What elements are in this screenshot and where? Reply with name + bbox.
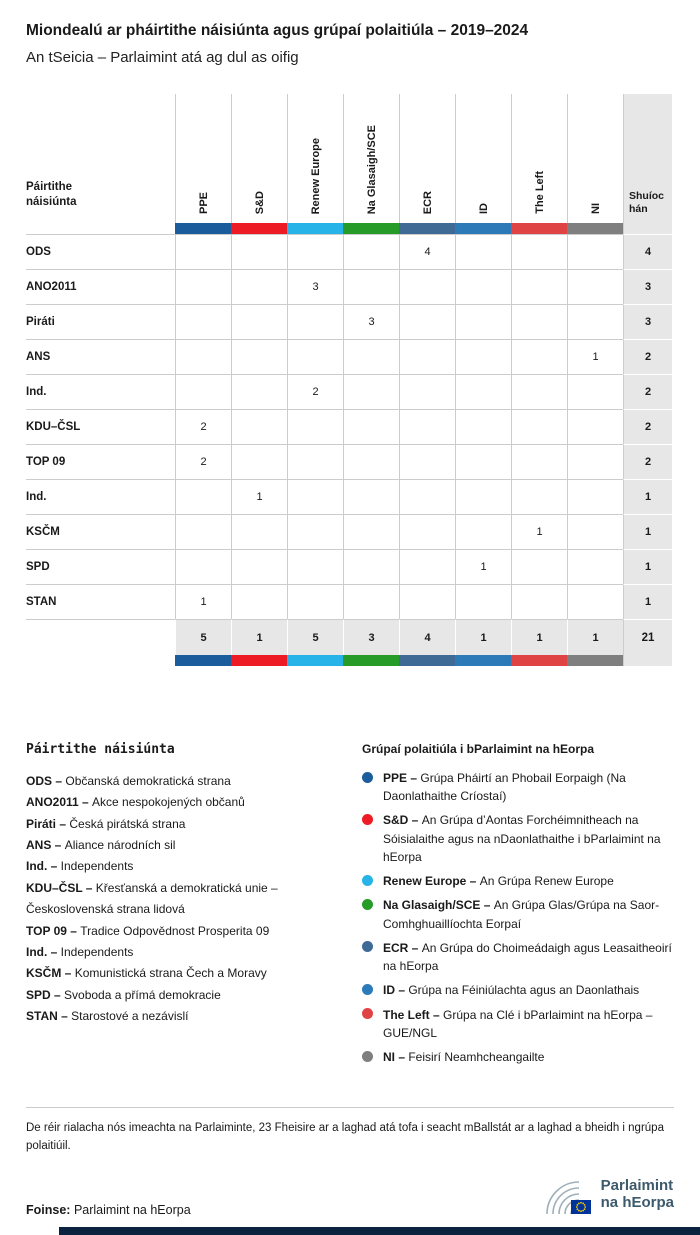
row-total-cell: 1	[623, 479, 672, 514]
party-name-cell: SPD	[26, 549, 175, 584]
value-cell: 2	[287, 374, 343, 409]
value-cell	[399, 374, 455, 409]
party-legend-item: STAN – Starostové a nezávislí	[26, 1008, 189, 1023]
group-legend-text: NI – Feisirí Neamhcheangailte	[383, 1050, 545, 1065]
ep-logo-line2: na hEorpa	[600, 1194, 674, 1211]
bar-spacer	[26, 223, 175, 234]
group-legend-list	[362, 769, 674, 1066]
value-cell	[567, 234, 623, 269]
group-color-dot	[362, 875, 373, 886]
group-legend-item	[362, 939, 674, 975]
group-color-bar	[175, 655, 231, 666]
value-cell	[343, 514, 399, 549]
source-line	[26, 1203, 191, 1217]
value-cell: 1	[511, 514, 567, 549]
ep-logo-line1: Parlaimint	[600, 1177, 674, 1194]
party-name-cell: Piráti	[26, 304, 175, 339]
value-cell	[567, 304, 623, 339]
group-color-bar	[567, 223, 623, 234]
value-cell	[343, 269, 399, 304]
group-color-bar	[287, 223, 343, 234]
value-cell: 1	[455, 549, 511, 584]
results-table	[26, 94, 700, 666]
value-cell	[343, 584, 399, 619]
group-legend-item	[362, 1006, 674, 1042]
value-cell	[567, 374, 623, 409]
group-legend	[362, 742, 674, 1072]
value-cell	[175, 514, 231, 549]
value-cell	[455, 444, 511, 479]
group-color-bar	[455, 655, 511, 666]
value-cell	[511, 584, 567, 619]
value-cell: 3	[287, 269, 343, 304]
seats-column-bg	[623, 223, 672, 234]
row-total-cell: 1	[623, 549, 672, 584]
value-cell	[399, 269, 455, 304]
row-total-cell: 1	[623, 514, 672, 549]
party-legend-item: SPD – Svoboda a přímá demokracie	[26, 987, 221, 1002]
column-header: Na Glasaigh/SCE	[343, 94, 399, 223]
value-cell	[287, 444, 343, 479]
group-color-dot	[362, 899, 373, 910]
party-name-cell: Ind.	[26, 479, 175, 514]
value-cell	[287, 479, 343, 514]
value-cell	[511, 269, 567, 304]
party-legend-item: KDU–ČSL – Křesťanská a demokratická unie – Československá strana lidová	[26, 880, 278, 917]
value-cell	[287, 549, 343, 584]
value-cell	[511, 444, 567, 479]
value-cell	[567, 549, 623, 584]
value-cell	[343, 234, 399, 269]
value-cell	[343, 374, 399, 409]
party-legend-item: ANS – Aliance národních sil	[26, 838, 176, 853]
value-cell	[399, 549, 455, 584]
value-cell: 1	[231, 479, 287, 514]
group-color-dot	[362, 1008, 373, 1019]
row-total-cell: 2	[623, 374, 672, 409]
value-cell	[567, 444, 623, 479]
value-cell	[511, 374, 567, 409]
group-legend-text: The Left – Grúpa na Clé i bParlaimint na hEorpa – GUE/NGL	[383, 1007, 653, 1040]
value-cell	[343, 409, 399, 444]
value-cell	[455, 479, 511, 514]
value-cell	[399, 584, 455, 619]
column-header: S&D	[231, 94, 287, 223]
column-header: Renew Europe	[287, 94, 343, 223]
column-total-cell: 3	[343, 619, 399, 655]
party-legend-heading: Páirtithe náisiúnta	[26, 742, 175, 757]
value-cell	[511, 304, 567, 339]
column-total-cell: 5	[175, 619, 231, 655]
ep-logo-text	[601, 1177, 674, 1211]
group-legend-text: Renew Europe – An Grúpa Renew Europe	[383, 874, 614, 889]
value-cell	[343, 339, 399, 374]
value-cell	[567, 409, 623, 444]
row-total-cell: 1	[623, 584, 672, 619]
row-total-cell: 2	[623, 409, 672, 444]
value-cell	[287, 304, 343, 339]
party-name-cell: TOP 09	[26, 444, 175, 479]
party-name-cell: KSČM	[26, 514, 175, 549]
value-cell	[287, 234, 343, 269]
value-cell	[231, 409, 287, 444]
value-cell	[175, 479, 231, 514]
value-cell	[399, 479, 455, 514]
column-total-cell: 5	[287, 619, 343, 655]
value-cell	[343, 549, 399, 584]
group-color-bar	[399, 223, 455, 234]
group-legend-item	[362, 1048, 674, 1066]
value-cell	[455, 409, 511, 444]
value-cell	[455, 304, 511, 339]
value-cell	[399, 304, 455, 339]
value-cell	[343, 444, 399, 479]
group-color-bar	[231, 655, 287, 666]
value-cell	[399, 339, 455, 374]
value-cell	[567, 269, 623, 304]
value-cell: 2	[175, 444, 231, 479]
value-cell	[287, 339, 343, 374]
value-cell	[455, 234, 511, 269]
group-color-bar	[511, 655, 567, 666]
party-legend-item: TOP 09 – Tradice Odpovědnost Prosperita 09	[26, 923, 270, 938]
group-color-dot	[362, 984, 373, 995]
party-name-cell: ANO2011	[26, 269, 175, 304]
party-name-cell: ODS	[26, 234, 175, 269]
row-total-cell: 3	[623, 304, 672, 339]
value-cell: 1	[175, 584, 231, 619]
group-legend-text: Na Glasaigh/SCE – An Grúpa Glas/Grúpa na Saor-Comhghuaillíochta Eorpaí	[383, 898, 660, 931]
value-cell	[511, 479, 567, 514]
value-cell	[175, 269, 231, 304]
value-cell	[231, 584, 287, 619]
row-total-cell: 2	[623, 444, 672, 479]
column-total-cell: 1	[567, 619, 623, 655]
page-subtitle: An tSeicia – Parlaimint atá ag dul as oifig	[26, 49, 299, 66]
group-legend-item	[362, 896, 674, 932]
value-cell	[175, 549, 231, 584]
party-legend	[26, 742, 362, 1072]
value-cell	[287, 409, 343, 444]
group-color-bar	[455, 223, 511, 234]
column-total-cell: 1	[231, 619, 287, 655]
value-cell	[175, 234, 231, 269]
row-total-cell: 2	[623, 339, 672, 374]
group-color-bar	[287, 655, 343, 666]
seats-column-bg	[623, 655, 672, 666]
party-name-cell: Ind.	[26, 374, 175, 409]
group-color-bar	[343, 655, 399, 666]
party-legend-item: KSČM – Komunistická strana Čech a Moravy	[26, 966, 267, 981]
value-cell	[567, 514, 623, 549]
party-legend-item: Piráti – Česká pirátská strana	[26, 816, 186, 831]
value-cell	[511, 549, 567, 584]
source-label: Foinse:	[26, 1203, 71, 1217]
group-color-dot	[362, 1051, 373, 1062]
value-cell: 4	[399, 234, 455, 269]
group-color-dot	[362, 772, 373, 783]
group-legend-item	[362, 811, 674, 866]
page-title: Miondealú ar pháirtithe náisiúnta agus grúpaí polaitiúla – 2019–2024	[26, 22, 529, 39]
value-cell	[231, 549, 287, 584]
group-color-dot	[362, 941, 373, 952]
party-name-cell: KDU–ČSL	[26, 409, 175, 444]
value-cell: 2	[175, 409, 231, 444]
grand-total-cell: 21	[623, 619, 672, 655]
column-header: PPE	[175, 94, 231, 223]
value-cell	[455, 374, 511, 409]
value-cell	[231, 269, 287, 304]
bottom-bar	[59, 1227, 700, 1235]
value-cell	[455, 269, 511, 304]
value-cell: 1	[567, 339, 623, 374]
value-cell	[175, 304, 231, 339]
row-total-cell: 3	[623, 269, 672, 304]
value-cell	[231, 444, 287, 479]
value-cell	[231, 339, 287, 374]
value-cell	[343, 479, 399, 514]
party-legend-item: ODS – Občanská demokratická strana	[26, 774, 231, 788]
party-legend-item: Ind. – Independents	[26, 859, 134, 874]
totals-spacer	[26, 619, 175, 655]
group-color-bar	[399, 655, 455, 666]
column-total-cell: 4	[399, 619, 455, 655]
value-cell	[455, 514, 511, 549]
group-legend-item	[362, 981, 674, 999]
group-color-bar	[567, 655, 623, 666]
group-color-bar	[175, 223, 231, 234]
seats-header: Shuíochán	[623, 94, 672, 223]
value-cell	[287, 584, 343, 619]
party-name-cell: ANS	[26, 339, 175, 374]
group-legend-item	[362, 769, 674, 805]
value-cell: 3	[343, 304, 399, 339]
column-total-cell: 1	[455, 619, 511, 655]
value-cell	[175, 374, 231, 409]
value-cell	[231, 304, 287, 339]
group-legend-text: ECR – An Grúpa do Choimeádaigh agus Leasaitheoirí na hEorpa	[383, 940, 672, 974]
party-legend-item: ANO2011 – Akce nespokojených občanů	[26, 795, 245, 810]
value-cell	[231, 514, 287, 549]
footer-divider	[26, 1107, 674, 1108]
value-cell	[511, 339, 567, 374]
group-legend-text: S&D – An Grúpa d’Aontas Forchéimnitheach na Sóisialaithe agus na nDaonlathaithe i bParlaimint na hEorpa	[383, 813, 661, 864]
group-legend-item	[362, 872, 674, 890]
value-cell	[287, 514, 343, 549]
column-total-cell: 1	[511, 619, 567, 655]
value-cell	[511, 234, 567, 269]
value-cell	[399, 444, 455, 479]
group-legend-text: PPE – Grúpa Pháirtí an Phobail Eorpaigh (Na Daonlathaithe Críostaí)	[383, 771, 626, 804]
value-cell	[567, 584, 623, 619]
value-cell	[175, 339, 231, 374]
value-cell	[231, 234, 287, 269]
source-value: Parlaimint na hEorpa	[73, 1203, 191, 1217]
value-cell	[567, 479, 623, 514]
group-color-bar	[511, 223, 567, 234]
legend-section	[26, 742, 674, 1072]
group-color-dot	[362, 814, 373, 825]
group-color-bar	[231, 223, 287, 234]
column-header: ECR	[399, 94, 455, 223]
group-legend-heading: Grúpaí polaitiúla i bParlaimint na hEorpa	[362, 742, 595, 756]
row-total-cell: 4	[623, 234, 672, 269]
value-cell	[399, 409, 455, 444]
party-name-cell: STAN	[26, 584, 175, 619]
value-cell	[455, 584, 511, 619]
table-row-header: Páirtithe náisiúnta	[26, 180, 77, 209]
group-legend-text: ID – Grúpa na Féiniúlachta agus an Daonlathais	[383, 983, 640, 998]
value-cell	[511, 409, 567, 444]
bar-spacer	[26, 655, 175, 666]
footnote: De réir rialacha nós imeachta na Parlaiminte, 23 Fheisire ar a laghad atá tofa i seacht mBallstát ar a laghad a bheidh i ngrúpa polaitiúil.	[26, 1122, 664, 1152]
ep-logo	[535, 1172, 674, 1216]
column-header: The Left	[511, 94, 567, 223]
party-legend-item: Ind. – Independents	[26, 944, 134, 959]
value-cell	[455, 339, 511, 374]
group-color-bar	[343, 223, 399, 234]
party-legend-list	[26, 771, 342, 1027]
value-cell	[231, 374, 287, 409]
column-header: NI	[567, 94, 623, 223]
column-header: ID	[455, 94, 511, 223]
value-cell	[399, 514, 455, 549]
ep-hemicycle-icon	[535, 1172, 593, 1216]
